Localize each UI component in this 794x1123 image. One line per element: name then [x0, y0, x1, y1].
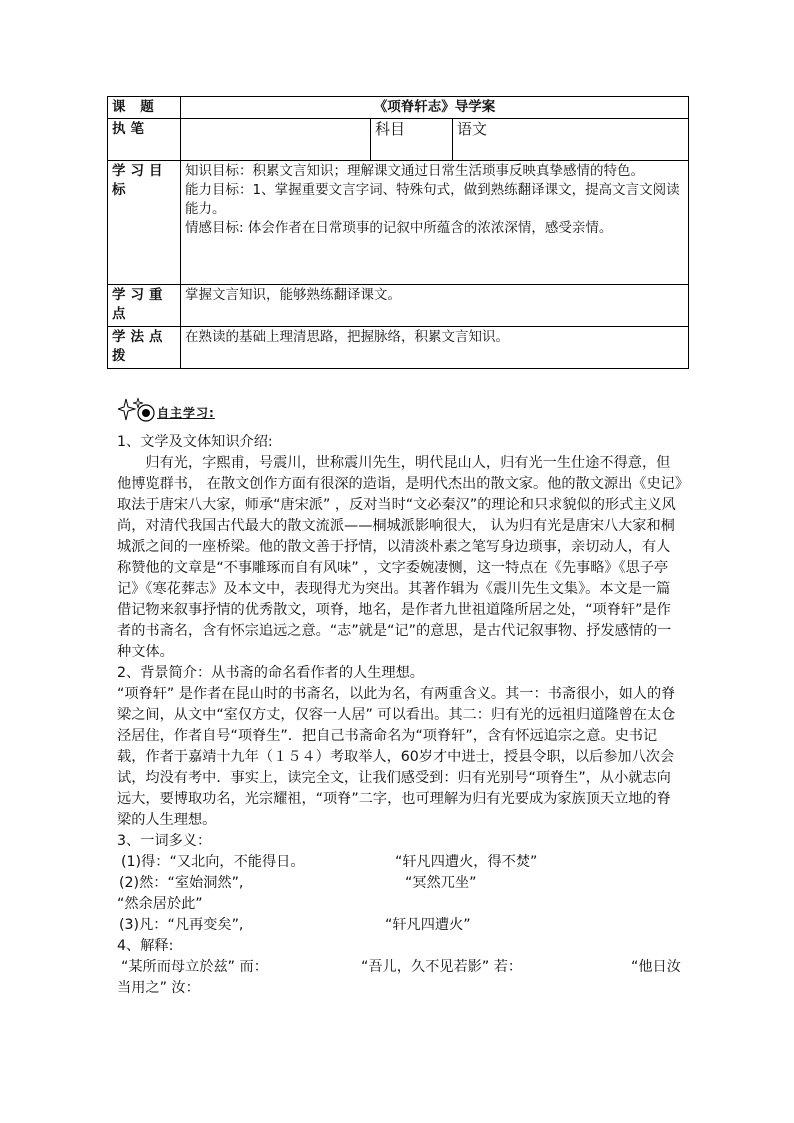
- key-points-label: 学习重点: [108, 285, 181, 327]
- study-content: [117, 432, 683, 999]
- subject-label: 科目: [371, 119, 453, 161]
- goals-cell: [181, 161, 689, 285]
- key-points-value: 掌握文言知识，能够熟练翻译课文。: [181, 285, 689, 327]
- explain-b: “吾儿，久不见若影” 若：: [361, 959, 523, 975]
- author-label: 执笔: [108, 119, 181, 161]
- polysemy-3a: (3)凡：“凡再变矣”,: [119, 917, 244, 933]
- explain-d: 当用之” 汝：: [117, 980, 200, 996]
- ability-goal: 能力目标：1、掌握重要文言字词、特殊句式，做到熟练翻译课文，提高文言文阅读能力。: [185, 182, 680, 217]
- polysemy-2c: “然余居於此”: [117, 896, 203, 912]
- title-label: 课 题: [108, 97, 181, 119]
- lesson-info-table: [107, 96, 689, 369]
- subject-value: 语文: [453, 119, 689, 161]
- explain-heading: 4、解释:: [117, 938, 174, 954]
- explain-row: [117, 957, 683, 978]
- background-paragraph: “项脊轩” 是作者在昆山时的书斋名，以此为名，有两重含义。其一：书斋很小，如人的脊梁之间，从文中“室仅方丈，仅容一人居” 可以看出。其二：归有光的远祖归道隆曾在太仓泾居住，作者自号“项脊生”．把自己书斋命名为“项脊轩”，含有怀远追宗之意。史书记载，作者于嘉靖十九年（１５４）考取举人，60岁才中进士，授县令职，以后参加八次会试，均没有考中．事实上，读完全文，让我们感受到：归有光别号“项脊生”，从小就志向远大，要博取功名，光宗耀祖，“项脊”二字，也可理解为归有光要成为家族顶天立地的脊梁的人生理想。: [117, 686, 676, 828]
- polysemy-2a: (2)然：“室始洞然”,: [119, 875, 244, 891]
- self-study-label: 自主学习:: [157, 406, 215, 420]
- knowledge-goal: 知识目标：积累文言知识；理解课文通过日常生活琐事反映真挚感情的特色。: [185, 163, 644, 179]
- author-value: [181, 119, 371, 161]
- polysemy-row-1: [117, 852, 683, 873]
- background-heading: 2、背景简介：从书斋的命名看作者的人生理想。: [117, 665, 424, 681]
- explain-a: “某所而母立於兹” 而：: [121, 959, 268, 975]
- method-value: 在熟读的基础上理清思路，把握脉络，积累文言知识。: [181, 327, 689, 369]
- polysemy-2b: “冥然兀坐”: [405, 875, 477, 891]
- polysemy-row-3: [117, 915, 683, 936]
- sparkle-icon: [118, 397, 156, 423]
- polysemy-row-2: [117, 873, 683, 894]
- goals-label: 学习目标: [108, 161, 181, 285]
- polysemy-3b: “轩凡四遭火”: [385, 917, 471, 933]
- emotion-goal: 情感目标: 体会作者在日常琐事的记叙中所蕴含的浓浓深情，感受亲情。: [185, 220, 613, 236]
- self-study-heading: [118, 397, 215, 423]
- polysemy-1a: (1)得：“又北向，不能得日。: [121, 854, 305, 870]
- polysemy-1b: “轩凡四遭火，得不焚”: [395, 854, 538, 870]
- method-label: 学法点拨: [108, 327, 181, 369]
- intro-heading: 1、文学及文体知识介绍:: [117, 434, 273, 450]
- intro-paragraph: 归有光，字熙甫，号震川，世称震川先生，明代昆山人，归有光一生仕途不得意，但他博览群书， 在散文创作方面有很深的造诣，是明代杰出的散文家。他的散文源出《史记》取法于唐宋八大家，师承“唐宋派” ，反对当时“文必秦汉”的理论和只求貌似的形式主义风尚，对清代我国古代最大的散文流派——桐城派影响很大， 认为归有光是唐宋八大家和桐城派之间的一座桥梁。他的散文善于抒情，以清淡朴素之笔写身边琐事，亲切动人，有人称赞他的文章是“不事雕琢而自有风味” ，文字委婉凄恻，这一特点在《先事略》《思子亭记》《寒花葬志》及本文中，表现得尤为突出。其著作辑为《震川先生文集》。本文是一篇借记物来叙事抒情的优秀散文，项脊，地名，是作者九世祖道隆所居之处，“项脊轩”是作者的书斋名，含有怀宗追远之意。“志”就是“记”的意思，是古代记叙事物、抒发感情的一种文体。: [117, 455, 682, 660]
- lesson-title: 《项脊轩志》导学案: [181, 97, 689, 119]
- explain-c: “他日汝: [631, 959, 681, 975]
- polysemy-heading: 3、一词多义：: [117, 833, 212, 849]
